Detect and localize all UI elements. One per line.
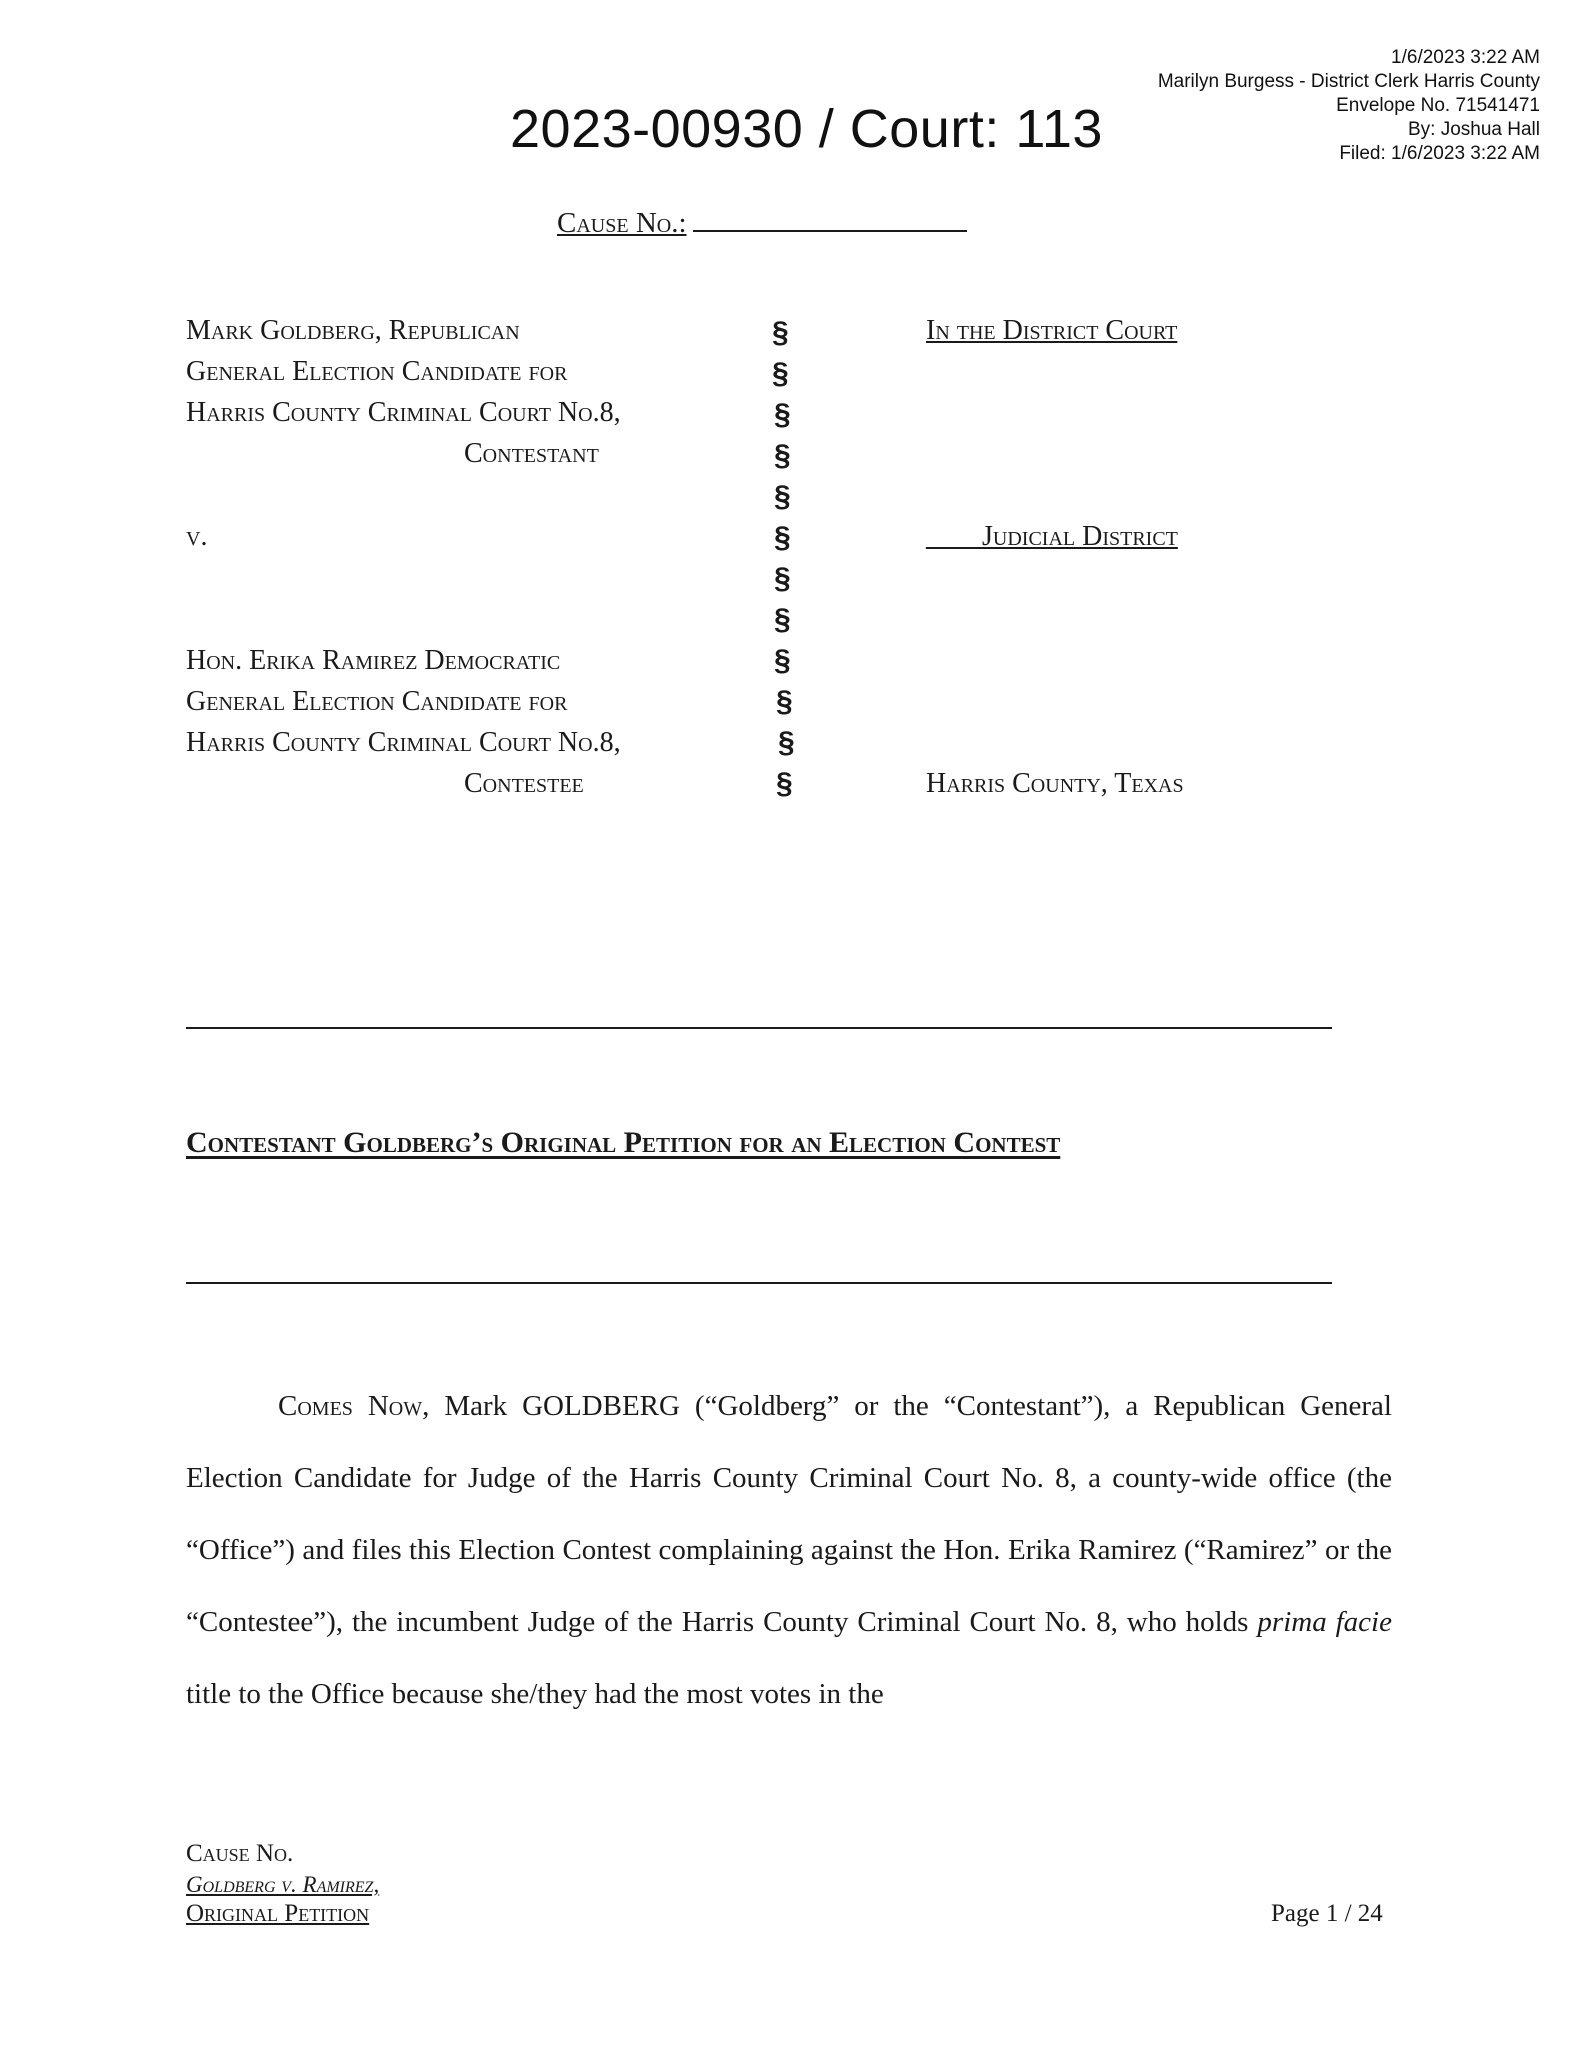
stamp-datetime: 1/6/2023 3:22 AM: [1391, 47, 1540, 68]
title-rule-bottom: [186, 1282, 1332, 1284]
caption-court: In the District Court: [926, 315, 1178, 346]
district-label: Judicial District: [982, 521, 1178, 552]
cause-number-blank: [693, 204, 967, 232]
cause-number-label: Cause No.:: [557, 207, 687, 239]
cause-number-line: [557, 204, 967, 240]
petition-title: Contestant Goldberg’s Original Petition for an Election Contest: [186, 1126, 1061, 1159]
section-symbol: §: [776, 767, 793, 800]
section-symbol: §: [774, 521, 791, 554]
section-symbol: §: [774, 562, 791, 595]
body-italic-term: prima facie: [1257, 1606, 1392, 1638]
stamp-by: By: Joshua Hall: [1407, 119, 1540, 140]
section-symbol: §: [774, 439, 791, 472]
caption-judicial-district: [926, 522, 1178, 552]
district-number-blank: ____: [926, 521, 982, 552]
section-symbol: §: [774, 644, 791, 677]
section-symbol: §: [772, 357, 789, 390]
section-symbol: §: [776, 685, 793, 718]
footer-document-type: Original Petition: [186, 1900, 370, 1927]
stamp-envelope: Envelope No. 71541471: [1336, 95, 1540, 116]
caption-contestant-court: Harris County Criminal Court No.8,: [186, 397, 621, 428]
caption-contestee-role: Contestee: [464, 768, 584, 799]
page-number: Page 1 / 24: [1271, 1900, 1383, 1927]
caption-versus: v.: [186, 521, 208, 552]
body-paragraph: [186, 1370, 1392, 1730]
caption-contestee-candidacy: General Election Candidate for: [186, 686, 568, 717]
footer-cause-number: Cause No.: [186, 1840, 294, 1867]
caption-contestant-name: Mark Goldberg, Republican: [186, 315, 520, 346]
stamp-filed: Filed: 1/6/2023 3:22 AM: [1339, 143, 1540, 164]
title-rule-top: [186, 1027, 1332, 1029]
caption-contestant-role: Contestant: [464, 438, 599, 469]
stamp-clerk: Marilyn Burgess - District Clerk Harris County: [1157, 71, 1540, 92]
section-symbol: §: [774, 398, 791, 431]
filing-stamp: [1158, 46, 1540, 166]
case-number: 2023-00930 / Court: 113: [510, 99, 1103, 159]
section-symbol: §: [772, 316, 789, 349]
section-symbol: §: [774, 480, 791, 513]
section-symbol: §: [774, 603, 791, 636]
caption-contestee-court: Harris County Criminal Court No.8,: [186, 727, 621, 758]
comes-now: Comes Now,: [278, 1390, 430, 1422]
section-symbol: §: [778, 726, 795, 759]
body-text-1: Mark GOLDBERG (“Goldberg” or the “Contestant”), a Republican General Election Candidate for Judge of the Harris County Criminal Court No. 8, a county-wide office (the “Office”) and files this Election Contest complaining against the Hon. Erika Ramirez (“Ramirez” or the “Contestee”), the incumbent Judge of the Harris County Criminal Court No. 8, who holds: [186, 1390, 1392, 1638]
body-text-2: title to the Office because she/they had the most votes in the: [186, 1678, 884, 1710]
caption-contestee-name: Hon. Erika Ramirez Democratic: [186, 645, 561, 676]
caption-contestant-candidacy: General Election Candidate for: [186, 356, 568, 387]
caption-county: Harris County, Texas: [926, 768, 1184, 799]
footer-case-name: Goldberg v. Ramirez,: [186, 1872, 380, 1897]
